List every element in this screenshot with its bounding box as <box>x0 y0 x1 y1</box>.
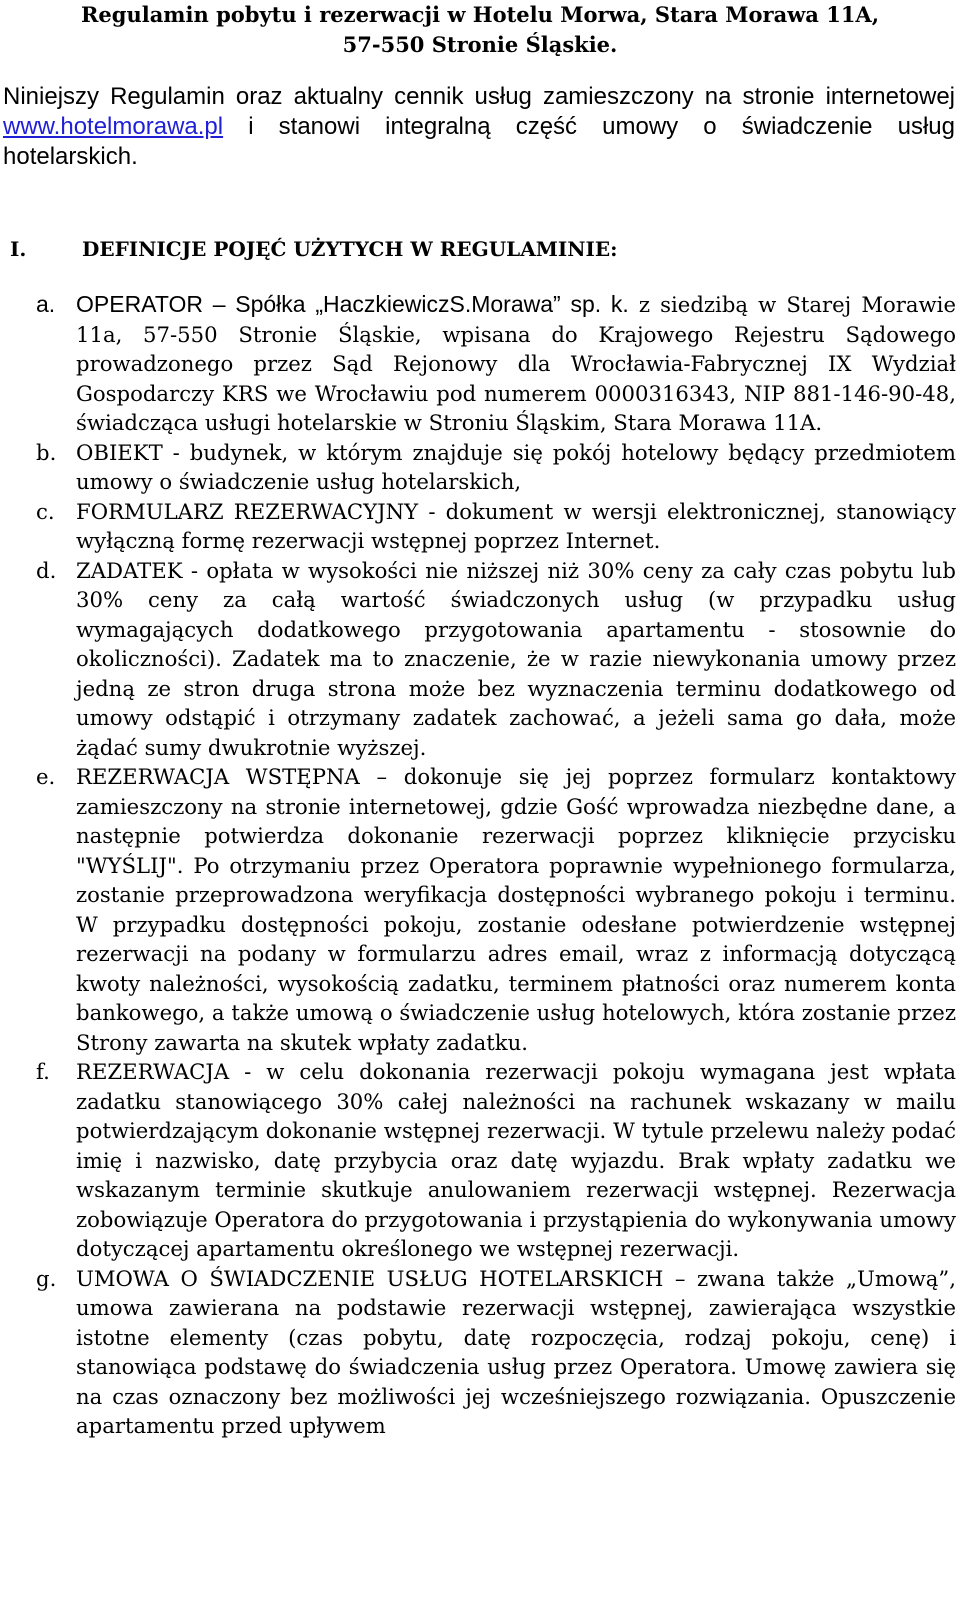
definition-letter: f. <box>36 1059 50 1084</box>
definition-item-b <box>0 438 956 497</box>
hotel-website-link[interactable]: www.hotelmorawa.pl <box>3 113 224 140</box>
definition-letter: b. <box>36 439 57 465</box>
definition-item-g <box>0 1264 956 1441</box>
definition-item-e <box>0 762 956 1057</box>
definition-lead: OPERATOR – Spółka „HaczkiewiczS.Morawa” sp. k. <box>76 291 629 317</box>
intro-paragraph <box>3 82 955 172</box>
definition-item-d <box>0 556 956 763</box>
definitions-list <box>0 290 956 1441</box>
definition-text: UMOWA O ŚWIADCZENIE USŁUG HOTELARSKICH – zwana także „Umową”, umowa zawierana na podstawie rezerwacji wstępnej, zawierająca wszystkie istotne elementy (czas pobytu, datę rozpoczęcia, rodzaj pokoju, cenę) i stanowiąca podstawę do świadczenia usług przez Operatora. Umowę zawiera się na czas oznaczony bez możliwości jej wcześniejszego rozwiązania. Opuszczenie apartamentu przed upływem <box>76 1265 956 1438</box>
definition-text: ZADATEK - opłata w wysokości nie niższej niż 30% ceny za cały czas pobytu lub 30% ceny za całą wartość świadczonych usług (w przypadku usług wymagających dodatkowego przygotowania apartamentu - stosownie do okoliczności). Zadatek ma to znaczenie, że w razie niewykonania umowy przez jedną ze stron druga strona może bez wyznaczenia terminu dodatkowego od umowy odstąpić i otrzymany zadatek zachować, a jeżeli sama go dała, może żądać sumy dwukrotnie wyższej. <box>76 557 956 760</box>
definition-text: REZERWACJA WSTĘPNA – dokonuje się jej poprzez formularz kontaktowy zamieszczony na stronie internetowej, gdzie Gość wprowadza niezbędne dane, a następnie potwierdza dokonanie rezerwacji poprzez kliknięcie przycisku "WYŚLIJ". Po otrzymaniu przez Operatora poprawnie wypełnionego formularza, zostanie przeprowadzona weryfikacja dostępności wybranego pokoju i terminu. W przypadku dostępności pokoju, zostanie odesłane potwierdzenie wstępnej rezerwacji na podany w formularzu adres email, wraz z informacją dotyczącą kwoty należności, wysokością zadatku, terminem płatności oraz numerem konta bankowego, a także umową o świadczenie usług hotelowych, która zostanie przez Strony zawarta na skutek wpłaty zadatku. <box>76 764 956 1055</box>
document-title <box>0 0 960 60</box>
definition-letter: d. <box>36 557 57 583</box>
definition-text: REZERWACJA - w celu dokonania rezerwacji pokoju wymagana jest wpłata zadatku stanowiącego 30% całej należności na rachunek wskazany w mailu potwierdzającym dokonanie wstępnej rezerwacji. W tytule przelewu należy podać imię i nazwisko, datę przybycia oraz datę wyjazdu. Brak wpłaty zadatku we wskazanym terminie skutkuje anulowaniem rezerwacji wstępnej. Rezerwacja zobowiązuje Operatora do przygotowania i przystąpienia do wykonywania umowy dotyczącej apartamentu określonego we wstępnej rezerwacji. <box>76 1059 956 1261</box>
definition-letter: g. <box>36 1265 57 1291</box>
definition-item-c <box>0 497 956 556</box>
definition-text <box>76 290 956 438</box>
definition-letter: e. <box>36 764 56 789</box>
definition-item-a <box>0 290 956 438</box>
definition-text: OBIEKT - budynek, w którym znajduje się pokój hotelowy będący przedmiotem umowy o świadczenie usług hotelarskich, <box>76 439 956 494</box>
document-title-line-2: 57-550 Stronie Śląskie. <box>342 32 618 57</box>
definition-letter: c. <box>36 498 55 524</box>
definition-text: FORMULARZ REZERWACYJNY - dokument w wersji elektronicznej, stanowiący wyłączną formę rezerwacji wstępnej poprzez Internet. <box>76 498 956 553</box>
intro-text-after-link: i stanowi integralną część umowy o świadczenie usług hotelarskich. <box>3 113 955 170</box>
intro-text-before-link: Niniejszy Regulamin oraz aktualny cennik usług zamieszczony na stronie internetowej <box>3 83 955 110</box>
section-heading-text: DEFINICJE POJĘĆ UŻYTYCH W REGULAMINIE: <box>82 237 618 261</box>
definition-item-f <box>0 1057 956 1264</box>
definition-letter: a. <box>36 291 56 317</box>
section-number: I. <box>10 237 27 261</box>
definition-body: z siedzibą w Starej Morawie 11a, 57-550 Stronie Śląskie, wpisana do Krajowego Rejestru Sądowego prowadzonego przez Sąd Rejonowy dla Wrocławia-Fabrycznej IX Wydział Gospodarczy KRS we Wrocławiu pod numerem 0000316343, NIP 881-146-90-48, świadcząca usługi hotelarskie w Stroniu Śląskim, Stara Morawa 11A. <box>76 292 957 435</box>
document-title-line-1: Regulamin pobytu i rezerwacji w Hotelu Morwa, Stara Morawa 11A, <box>80 2 880 27</box>
section-heading <box>10 234 617 264</box>
